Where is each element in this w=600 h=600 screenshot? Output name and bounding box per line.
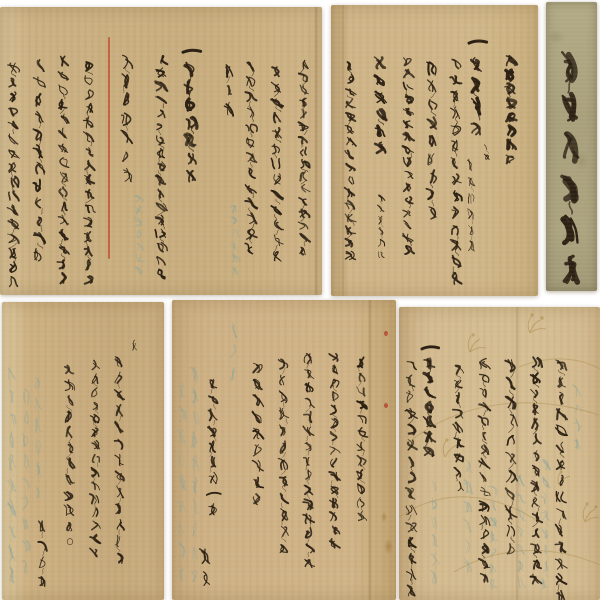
- body-text-column: [276, 355, 293, 557]
- calligraphy-strokes: [301, 352, 318, 570]
- calligraphy-strokes: [342, 60, 360, 262]
- bleed-through-column: [462, 457, 475, 577]
- colophon-column: [62, 362, 78, 550]
- calligraphy-strokes: [189, 362, 202, 587]
- body-text-column: [243, 59, 261, 257]
- calligraphy-strokes: [514, 472, 528, 592]
- calligraphy-strokes: [448, 55, 466, 287]
- manuscript-page-top-left: [0, 7, 322, 295]
- date-column: [206, 376, 221, 518]
- body-text-column: [5, 61, 23, 289]
- calligraphy-strokes: [62, 362, 78, 550]
- poem-annotation: [376, 192, 387, 260]
- section-heading-column: [468, 32, 487, 139]
- calligraphy-strokes: [36, 518, 50, 590]
- body-text-column: [55, 54, 73, 286]
- bleed-through-column: [487, 482, 501, 592]
- calligraphy-strokes: [424, 60, 442, 222]
- head-mark: [130, 338, 139, 354]
- manuscript-page-bottom-middle: [172, 300, 396, 600]
- calligraphy-strokes: [229, 202, 243, 277]
- colophon-column: [88, 359, 104, 559]
- cover-title: [559, 48, 584, 290]
- manuscript-page-top-right: [331, 5, 538, 296]
- calligraphy-strokes: [559, 48, 584, 290]
- cover-title-slip: [546, 2, 597, 291]
- page-crease: [314, 7, 318, 295]
- bleed-through-column: [6, 362, 19, 587]
- bleed-through-column: [539, 457, 553, 592]
- paper-stain: [384, 538, 393, 555]
- calligraphy-strokes: [228, 320, 240, 385]
- calligraphy-strokes: [553, 357, 571, 600]
- calligraphy-strokes: [5, 61, 23, 289]
- calligraphy-strokes: [88, 359, 104, 559]
- calligraphy-strokes: [429, 477, 442, 587]
- calligraphy-strokes: [468, 32, 487, 139]
- kuden-mark: [483, 142, 492, 162]
- calligraphy-strokes: [354, 356, 371, 524]
- bleed-through-column: [176, 380, 189, 585]
- calligraphy-strokes: [483, 142, 492, 162]
- calligraphy-strokes: [466, 157, 478, 255]
- body-text-column: [81, 59, 99, 287]
- bleed-through-column: [571, 382, 584, 452]
- body-text-column: [301, 352, 318, 570]
- bleed-through-column: [514, 472, 528, 592]
- calligraphy-strokes: [403, 357, 421, 599]
- red-ruling-line: [108, 37, 110, 259]
- calligraphy-strokes: [571, 382, 584, 452]
- body-text-column: [403, 357, 421, 599]
- body-text-column: [119, 53, 136, 185]
- manuscript-page-bottom-right: [399, 307, 600, 600]
- calligraphy-strokes: [133, 192, 147, 277]
- body-text-column: [354, 356, 371, 524]
- calligraphy-strokes: [487, 482, 501, 592]
- calligraphy-strokes: [243, 59, 261, 257]
- body-text-column: [342, 60, 360, 262]
- body-text-column: [424, 60, 442, 222]
- bleed-through-column: [133, 192, 147, 277]
- colophon-column: [112, 354, 128, 566]
- calligraphy-strokes: [296, 59, 314, 257]
- red-collation-dot: [384, 331, 388, 336]
- body-text-column: [400, 55, 418, 257]
- calligraphy-strokes: [182, 43, 201, 185]
- body-text-column: [448, 55, 466, 287]
- calligraphy-strokes: [119, 53, 136, 185]
- poem-column: [372, 55, 390, 157]
- body-text-column: [553, 357, 571, 600]
- title-column: [502, 54, 521, 166]
- paper-stain: [381, 512, 387, 522]
- bleed-through-column: [228, 320, 240, 385]
- calligraphy-strokes: [327, 350, 344, 550]
- calligraphy-strokes: [206, 376, 221, 518]
- calligraphy-strokes: [55, 54, 73, 286]
- calligraphy-strokes: [81, 59, 99, 287]
- bleed-through-column: [189, 362, 202, 587]
- calligraphy-strokes: [221, 61, 237, 119]
- body-text-column: [327, 350, 344, 550]
- calligraphy-strokes: [130, 338, 139, 354]
- body-text-column: [269, 64, 287, 264]
- body-text-column: [250, 360, 267, 508]
- calligraphy-strokes: [250, 360, 267, 508]
- section-heading-column: [421, 341, 439, 459]
- bleed-through-column: [229, 202, 243, 277]
- bleed-through-column: [32, 372, 44, 502]
- calligraphy-strokes: [502, 54, 521, 166]
- kuden-annotation: [466, 157, 478, 255]
- body-text-column: [31, 57, 49, 264]
- section-heading-column: [182, 43, 201, 185]
- calligraphy-strokes: [31, 57, 49, 264]
- calligraphy-strokes: [400, 55, 418, 257]
- calligraphy-strokes: [372, 55, 390, 157]
- calligraphy-strokes: [421, 341, 439, 459]
- body-text-column: [153, 53, 171, 281]
- calligraphy-strokes: [6, 362, 19, 587]
- body-text-column: [296, 59, 314, 257]
- calligraphy-strokes: [376, 192, 387, 260]
- calligraphy-strokes: [153, 53, 171, 281]
- calligraphy-strokes: [32, 372, 44, 502]
- calligraphy-strokes: [276, 355, 293, 557]
- body-text-column: [221, 61, 237, 119]
- bleed-through-column: [429, 477, 442, 587]
- signature-column: [36, 518, 50, 590]
- calligraphy-strokes: [176, 380, 189, 585]
- calligraphy-strokes: [462, 457, 475, 577]
- calligraphy-strokes: [539, 457, 553, 592]
- red-collation-dot: [384, 403, 388, 408]
- calligraphy-strokes: [112, 354, 128, 566]
- calligraphy-strokes: [269, 64, 287, 264]
- manuscript-page-bottom-left: [2, 302, 164, 600]
